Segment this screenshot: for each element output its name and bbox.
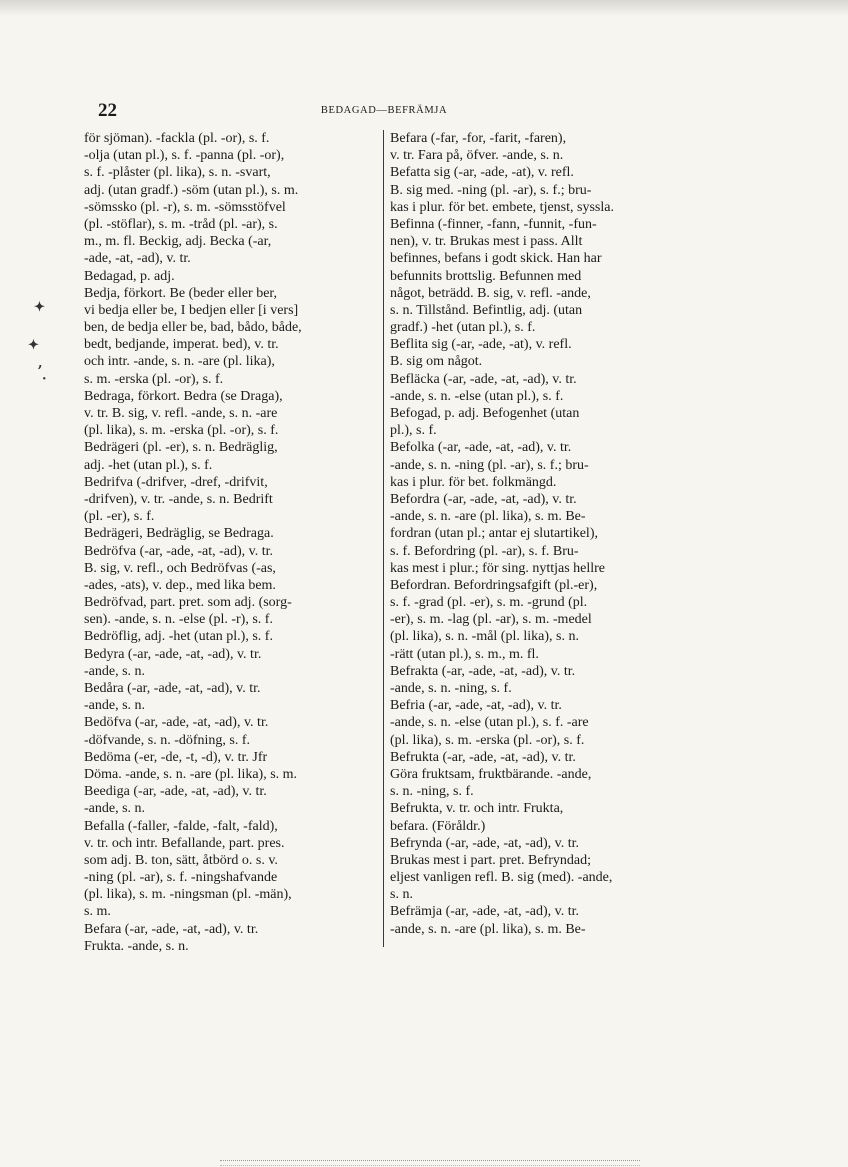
entry-line: -sömssko (pl. -r), s. m. -sömsstöfvel: [84, 199, 286, 215]
entry-line: Befrukta (-ar, -ade, -at, -ad), v. tr.: [390, 749, 576, 765]
entry-line: Bedrägeri (pl. -er), s. n. Bedräglig,: [84, 440, 278, 456]
right-column: [378, 130, 674, 955]
entry-line: Bedröfva (-ar, -ade, -at, -ad), v. tr.: [84, 543, 273, 559]
entry-line: Göra fruktsam, fruktbärande. -ande,: [390, 766, 592, 782]
entry-line: Bedöma (-er, -de, -t, -d), v. tr. Jfr: [84, 749, 268, 765]
entry-line: befinnes, befans i godt skick. Han har: [390, 251, 602, 267]
entry-line: Bedöfva (-ar, -ade, -at, -ad), v. tr.: [84, 715, 269, 731]
entry-line: (pl. lika), s. m. -ningsman (pl. -män),: [84, 887, 292, 903]
entry-line: s. f. Befordring (pl. -ar), s. f. Bru-: [390, 543, 579, 559]
entry-line: s. n.: [390, 887, 413, 903]
entry-line: Bedraga, förkort. Bedra (se Draga),: [84, 388, 283, 404]
entry-line: för sjöman). -fackla (pl. -or), s. f.: [84, 131, 270, 146]
entry-line: och intr. -ande, s. n. -are (pl. lika),: [84, 354, 275, 370]
entry-line: B. sig med. -ning (pl. -ar), s. f.; bru-: [390, 182, 592, 198]
entry-line: adj. (utan gradf.) -söm (utan pl.), s. m.: [84, 182, 299, 198]
entry-line: gradf.) -het (utan pl.), s. f.: [390, 320, 536, 336]
entry-line: befunnits brottslig. Befunnen med: [390, 268, 582, 284]
entry-line: -rätt (utan pl.), s. m., m. fl.: [390, 646, 539, 662]
entry-line: fordran (utan pl.; antar ej slutartikel),: [390, 526, 598, 542]
entry-line: Befordran. Befordringsafgift (pl.-er),: [390, 577, 598, 593]
entry-line: -ande, s. n.: [84, 663, 146, 679]
entry-line: -ande, s. n. -else (utan pl.), s. f.: [390, 388, 564, 404]
entry-line: Befogad, p. adj. Befogenhet (utan: [390, 406, 580, 421]
entry-line: kas mest i plur.; för sing. nyttjas hellre: [390, 560, 606, 576]
scan-bottom-edge: [220, 1160, 640, 1166]
entry-line: vi bedja eller be, I bedjen eller [i vers]: [84, 302, 299, 318]
entry-line: -drifven), v. tr. -ande, s. n. Bedrift: [84, 491, 273, 507]
column-divider: [383, 130, 384, 947]
entry-line: kas i plur. för bet. embete, tjenst, syssla.: [390, 199, 614, 215]
entry-line: kas i plur. för bet. folkmängd.: [390, 474, 557, 490]
entry-line: Befrakta (-ar, -ade, -at, -ad), v. tr.: [390, 663, 576, 679]
entry-line: s. m.: [84, 904, 111, 920]
entry-line: v. tr. Fara på, öfver. -ande, s. n.: [390, 148, 564, 164]
entry-line: Befläcka (-ar, -ade, -at, -ad), v. tr.: [390, 371, 577, 387]
entry-line: -olja (utan pl.), s. f. -panna (pl. -or),: [84, 148, 285, 164]
entry-line: Befrynda (-ar, -ade, -at, -ad), v. tr.: [390, 835, 579, 851]
running-title: BEDAGAD—BEFRÄMJA: [320, 105, 448, 116]
running-head: [84, 96, 684, 124]
entry-line: (pl. lika), s. m. -erska (pl. -or), s. f.: [390, 732, 585, 748]
entry-line: Frukta. -ande, s. n.: [84, 938, 189, 954]
entry-line: s. f. -plåster (pl. lika), s. n. -svart,: [84, 165, 271, 181]
entry-line: Bedyra (-ar, -ade, -at, -ad), v. tr.: [84, 646, 262, 662]
entry-line: -ande, s. n. -ning (pl. -ar), s. f.; bru-: [390, 457, 589, 473]
entry-line: -ande, s. n. -ning, s. f.: [390, 681, 512, 696]
entry-line: Bedröflig, adj. -het (utan pl.), s. f.: [84, 629, 273, 645]
entry-line: Beediga (-ar, -ade, -at, -ad), v. tr.: [84, 784, 267, 800]
entry-line: bedt, bedjande, imperat. bed), v. tr.: [84, 337, 279, 353]
margin-mark: ·: [42, 372, 47, 387]
entry-line: sen). -ande, s. n. -else (pl. -r), s. f.: [84, 612, 273, 628]
entry-line: Bedrifva (-drifver, -dref, -drifvit,: [84, 474, 268, 490]
entry-line: Befalla (-faller, -falde, -falt, -fald),: [84, 818, 278, 834]
entry-line: v. tr. B. sig, v. refl. -ande, s. n. -are: [84, 406, 278, 421]
entry-line: s. m. -erska (pl. -or), s. f.: [84, 371, 224, 387]
entry-line: pl.), s. f.: [390, 423, 437, 439]
entry-line: (pl. -stöflar), s. m. -tråd (pl. -ar), s.: [84, 216, 278, 232]
entry-line: Befolka (-ar, -ade, -at, -ad), v. tr.: [390, 440, 572, 456]
entry-line: som adj. B. ton, sätt, åtbörd o. s. v.: [84, 852, 278, 868]
entry-line: adj. -het (utan pl.), s. f.: [84, 457, 213, 473]
entry-line: Befara (-ar, -ade, -at, -ad), v. tr.: [84, 921, 259, 937]
entry-line: s. n. Tillstånd. Befintlig, adj. (utan: [390, 302, 583, 318]
entry-line: Befria (-ar, -ade, -at, -ad), v. tr.: [390, 698, 562, 714]
entry-line: -ande, s. n. -are (pl. lika), s. m. Be-: [390, 509, 586, 525]
entry-line: Bedagad, p. adj.: [84, 268, 175, 284]
entry-line: Bedrägeri, Bedräglig, se Bedraga.: [84, 526, 274, 542]
entry-line: -ande, s. n.: [84, 801, 146, 817]
page-number: 22: [98, 100, 117, 121]
entry-line: något, beträdd. B. sig, v. refl. -ande,: [390, 285, 591, 301]
entry-line: s. f. -grad (pl. -er), s. m. -grund (pl.: [390, 595, 588, 611]
entry-line: eljest vanligen refl. B. sig (med). -ande,: [390, 870, 613, 886]
entry-line: Beflita sig (-ar, -ade, -at), v. refl.: [390, 337, 572, 353]
entry-line: B. sig om något.: [390, 354, 483, 370]
entry-line: Befara (-far, -for, -farit, -faren),: [390, 131, 567, 146]
entry-line: ben, de bedja eller be, bad, bådo, både,: [84, 320, 302, 336]
entry-line: (pl. lika), s. n. -mål (pl. lika), s. n.: [390, 629, 579, 645]
entry-line: Befrämja (-ar, -ade, -at, -ad), v. tr.: [390, 904, 579, 920]
dictionary-page: [84, 96, 684, 955]
entry-line: s. n. -ning, s. f.: [390, 784, 474, 800]
entry-line: -ande, s. n. -are (pl. lika), s. m. Be-: [390, 921, 586, 937]
left-column: [84, 130, 378, 955]
entry-line: Bedja, förkort. Be (beder eller ber,: [84, 285, 278, 301]
entry-line: -ades, -ats), v. dep., med lika bem.: [84, 577, 276, 593]
entry-line: Döma. -ande, s. n. -are (pl. lika), s. m.: [84, 766, 298, 782]
margin-mark: ✦: [34, 300, 45, 315]
entry-line: B. sig, v. refl., och Bedröfvas (-as,: [84, 560, 276, 576]
entry-line: Befatta sig (-ar, -ade, -at), v. refl.: [390, 165, 574, 181]
margin-mark: ✦: [28, 338, 39, 353]
entry-line: (pl. -er), s. f.: [84, 509, 155, 525]
entry-line: Befordra (-ar, -ade, -at, -ad), v. tr.: [390, 491, 577, 507]
entry-line: -döfvande, s. n. -döfning, s. f.: [84, 732, 251, 748]
scan-top-edge: [0, 0, 848, 16]
entry-line: Befinna (-finner, -fann, -funnit, -fun-: [390, 216, 597, 232]
entry-line: -ande, s. n. -else (utan pl.), s. f. -are: [390, 715, 589, 731]
entry-line: befara. (Föråldr.): [390, 818, 486, 834]
entry-line: Brukas mest i part. pret. Befryndad;: [390, 852, 592, 868]
entry-line: -ande, s. n.: [84, 698, 146, 714]
entry-line: Bedröfvad, part. pret. som adj. (sorg-: [84, 595, 292, 611]
entry-line: Bedåra (-ar, -ade, -at, -ad), v. tr.: [84, 681, 261, 696]
entry-line: Befrukta, v. tr. och intr. Frukta,: [390, 801, 564, 817]
margin-mark: ,: [38, 356, 43, 371]
entry-columns: [84, 130, 684, 955]
entry-line: (pl. lika), s. m. -erska (pl. -or), s. f.: [84, 423, 279, 439]
entry-line: -ning (pl. -ar), s. f. -ningshafvande: [84, 870, 278, 886]
entry-line: v. tr. och intr. Befallande, part. pres.: [84, 835, 285, 851]
entry-line: -er), s. m. -lag (pl. -ar), s. m. -medel: [390, 612, 592, 628]
entry-line: -ade, -at, -ad), v. tr.: [84, 251, 191, 267]
entry-line: nen), v. tr. Brukas mest i pass. Allt: [390, 234, 583, 250]
entry-line: m., m. fl. Beckig, adj. Becka (-ar,: [84, 234, 272, 250]
